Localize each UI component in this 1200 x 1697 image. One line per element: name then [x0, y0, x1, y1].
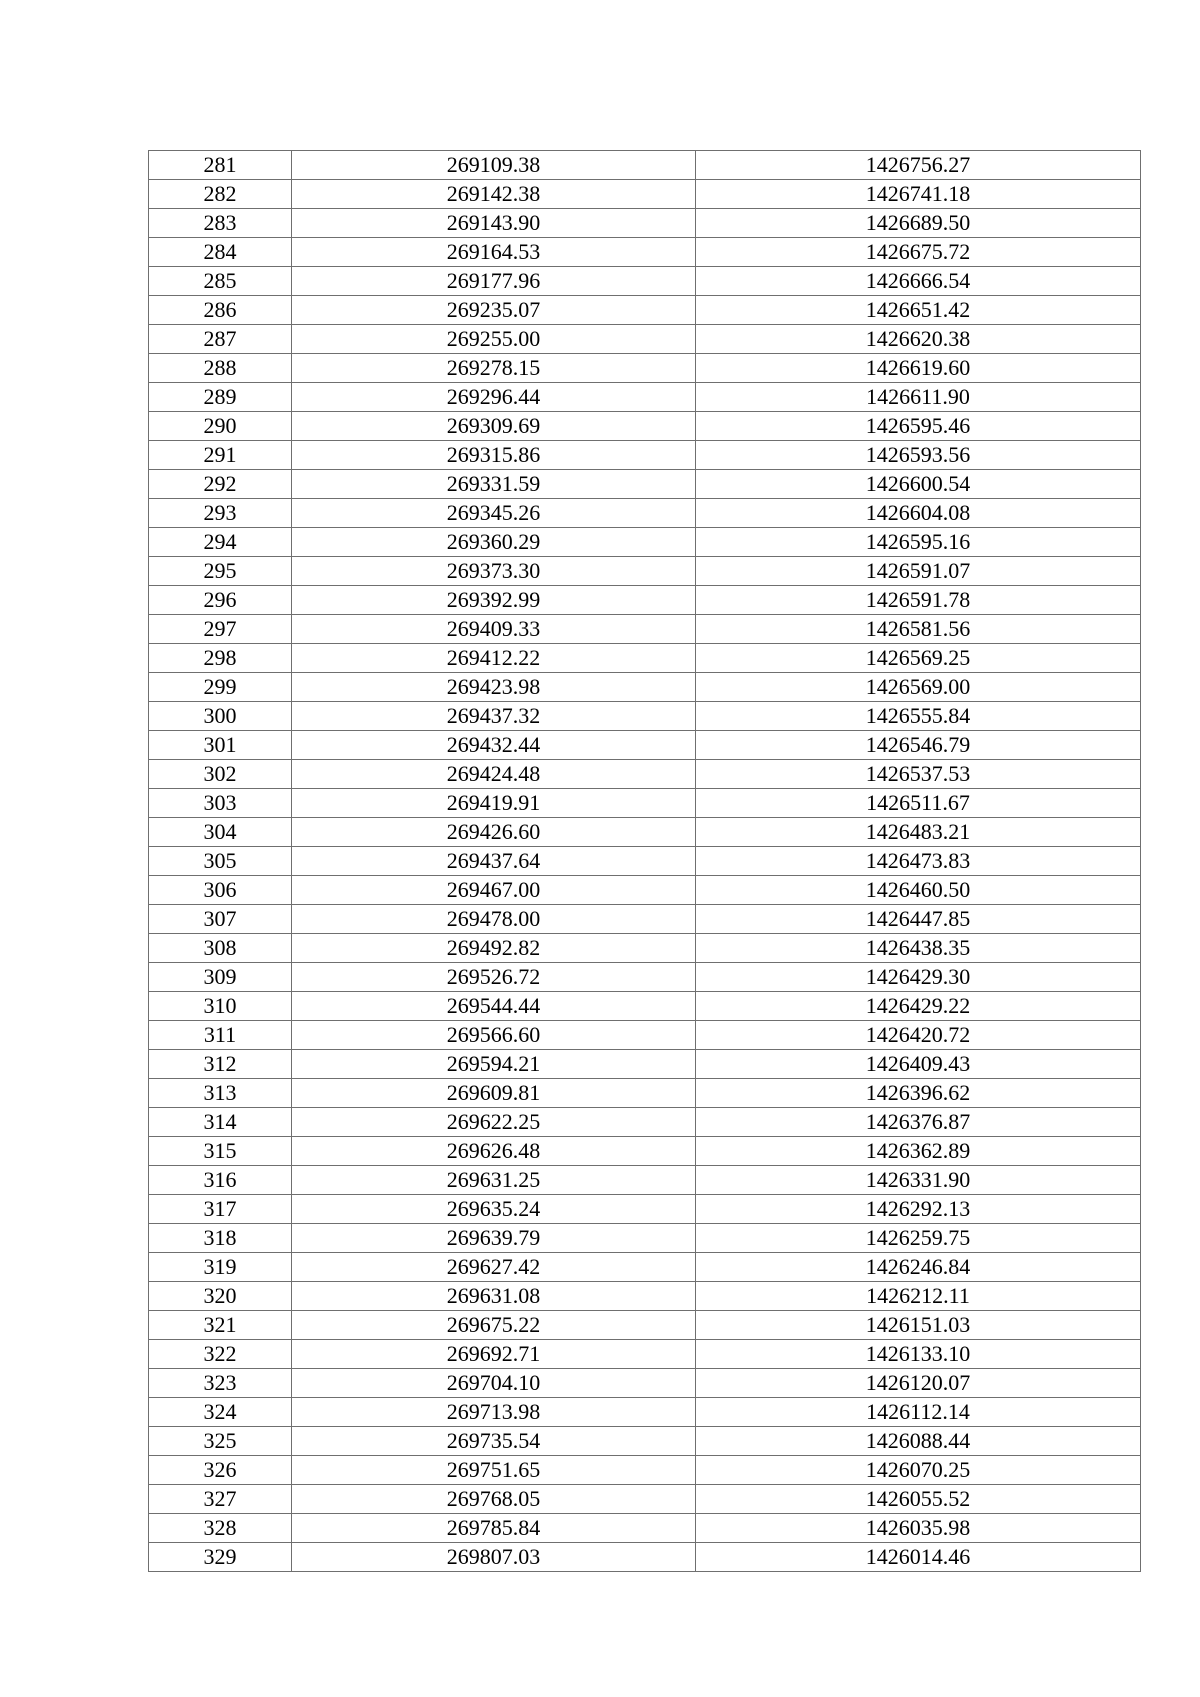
point-number-cell: 327	[149, 1485, 292, 1514]
table-row	[149, 731, 1141, 760]
point-number-cell: 293	[149, 499, 292, 528]
table-row	[149, 470, 1141, 499]
y-coordinate-cell: 1426070.25	[696, 1456, 1141, 1485]
x-coordinate-cell: 269631.25	[292, 1166, 696, 1195]
y-coordinate-cell: 1426362.89	[696, 1137, 1141, 1166]
point-number-cell: 297	[149, 615, 292, 644]
y-coordinate-cell: 1426112.14	[696, 1398, 1141, 1427]
x-coordinate-cell: 269142.38	[292, 180, 696, 209]
point-number-cell: 314	[149, 1108, 292, 1137]
point-number-cell: 302	[149, 760, 292, 789]
y-coordinate-cell: 1426675.72	[696, 238, 1141, 267]
point-number-cell: 286	[149, 296, 292, 325]
point-number-cell: 328	[149, 1514, 292, 1543]
point-number-cell: 320	[149, 1282, 292, 1311]
y-coordinate-cell: 1426620.38	[696, 325, 1141, 354]
table-row	[149, 1021, 1141, 1050]
y-coordinate-cell: 1426409.43	[696, 1050, 1141, 1079]
point-number-cell: 307	[149, 905, 292, 934]
coordinates-table	[148, 150, 1141, 1572]
x-coordinate-cell: 269331.59	[292, 470, 696, 499]
table-row	[149, 789, 1141, 818]
table-row	[149, 383, 1141, 412]
point-number-cell: 316	[149, 1166, 292, 1195]
table-row	[149, 1340, 1141, 1369]
x-coordinate-cell: 269412.22	[292, 644, 696, 673]
x-coordinate-cell: 269768.05	[292, 1485, 696, 1514]
y-coordinate-cell: 1426569.25	[696, 644, 1141, 673]
coordinates-table-body	[149, 151, 1141, 1572]
x-coordinate-cell: 269526.72	[292, 963, 696, 992]
x-coordinate-cell: 269437.32	[292, 702, 696, 731]
point-number-cell: 288	[149, 354, 292, 383]
y-coordinate-cell: 1426438.35	[696, 934, 1141, 963]
x-coordinate-cell: 269626.48	[292, 1137, 696, 1166]
x-coordinate-cell: 269627.42	[292, 1253, 696, 1282]
point-number-cell: 321	[149, 1311, 292, 1340]
point-number-cell: 292	[149, 470, 292, 499]
y-coordinate-cell: 1426569.00	[696, 673, 1141, 702]
x-coordinate-cell: 269164.53	[292, 238, 696, 267]
table-row	[149, 1398, 1141, 1427]
table-row	[149, 1195, 1141, 1224]
x-coordinate-cell: 269635.24	[292, 1195, 696, 1224]
point-number-cell: 317	[149, 1195, 292, 1224]
y-coordinate-cell: 1426246.84	[696, 1253, 1141, 1282]
point-number-cell: 324	[149, 1398, 292, 1427]
table-row	[149, 644, 1141, 673]
x-coordinate-cell: 269278.15	[292, 354, 696, 383]
point-number-cell: 287	[149, 325, 292, 354]
point-number-cell: 283	[149, 209, 292, 238]
x-coordinate-cell: 269478.00	[292, 905, 696, 934]
x-coordinate-cell: 269631.08	[292, 1282, 696, 1311]
y-coordinate-cell: 1426088.44	[696, 1427, 1141, 1456]
x-coordinate-cell: 269392.99	[292, 586, 696, 615]
y-coordinate-cell: 1426120.07	[696, 1369, 1141, 1398]
y-coordinate-cell: 1426460.50	[696, 876, 1141, 905]
x-coordinate-cell: 269315.86	[292, 441, 696, 470]
table-row	[149, 209, 1141, 238]
table-row	[149, 1485, 1141, 1514]
table-row	[149, 412, 1141, 441]
point-number-cell: 281	[149, 151, 292, 180]
x-coordinate-cell: 269360.29	[292, 528, 696, 557]
table-row	[149, 1108, 1141, 1137]
table-row	[149, 1311, 1141, 1340]
y-coordinate-cell: 1426511.67	[696, 789, 1141, 818]
y-coordinate-cell: 1426014.46	[696, 1543, 1141, 1572]
x-coordinate-cell: 269751.65	[292, 1456, 696, 1485]
y-coordinate-cell: 1426595.46	[696, 412, 1141, 441]
point-number-cell: 311	[149, 1021, 292, 1050]
table-row	[149, 557, 1141, 586]
table-row	[149, 528, 1141, 557]
x-coordinate-cell: 269419.91	[292, 789, 696, 818]
point-number-cell: 291	[149, 441, 292, 470]
table-row	[149, 1456, 1141, 1485]
x-coordinate-cell: 269309.69	[292, 412, 696, 441]
table-row	[149, 876, 1141, 905]
table-row	[149, 1224, 1141, 1253]
table-row	[149, 238, 1141, 267]
point-number-cell: 309	[149, 963, 292, 992]
point-number-cell: 306	[149, 876, 292, 905]
y-coordinate-cell: 1426259.75	[696, 1224, 1141, 1253]
y-coordinate-cell: 1426689.50	[696, 209, 1141, 238]
x-coordinate-cell: 269345.26	[292, 499, 696, 528]
y-coordinate-cell: 1426546.79	[696, 731, 1141, 760]
point-number-cell: 294	[149, 528, 292, 557]
table-row	[149, 1166, 1141, 1195]
x-coordinate-cell: 269622.25	[292, 1108, 696, 1137]
x-coordinate-cell: 269296.44	[292, 383, 696, 412]
point-number-cell: 303	[149, 789, 292, 818]
x-coordinate-cell: 269426.60	[292, 818, 696, 847]
point-number-cell: 301	[149, 731, 292, 760]
y-coordinate-cell: 1426593.56	[696, 441, 1141, 470]
table-row	[149, 354, 1141, 383]
point-number-cell: 305	[149, 847, 292, 876]
x-coordinate-cell: 269704.10	[292, 1369, 696, 1398]
y-coordinate-cell: 1426600.54	[696, 470, 1141, 499]
y-coordinate-cell: 1426212.11	[696, 1282, 1141, 1311]
x-coordinate-cell: 269255.00	[292, 325, 696, 354]
y-coordinate-cell: 1426473.83	[696, 847, 1141, 876]
point-number-cell: 298	[149, 644, 292, 673]
x-coordinate-cell: 269639.79	[292, 1224, 696, 1253]
x-coordinate-cell: 269807.03	[292, 1543, 696, 1572]
point-number-cell: 295	[149, 557, 292, 586]
table-row	[149, 1282, 1141, 1311]
table-row	[149, 1543, 1141, 1572]
point-number-cell: 304	[149, 818, 292, 847]
y-coordinate-cell: 1426035.98	[696, 1514, 1141, 1543]
y-coordinate-cell: 1426429.30	[696, 963, 1141, 992]
point-number-cell: 329	[149, 1543, 292, 1572]
point-number-cell: 299	[149, 673, 292, 702]
table-row	[149, 673, 1141, 702]
point-number-cell: 308	[149, 934, 292, 963]
table-row	[149, 1079, 1141, 1108]
y-coordinate-cell: 1426447.85	[696, 905, 1141, 934]
table-row	[149, 325, 1141, 354]
point-number-cell: 315	[149, 1137, 292, 1166]
x-coordinate-cell: 269785.84	[292, 1514, 696, 1543]
x-coordinate-cell: 269409.33	[292, 615, 696, 644]
y-coordinate-cell: 1426396.62	[696, 1079, 1141, 1108]
table-row	[149, 934, 1141, 963]
y-coordinate-cell: 1426595.16	[696, 528, 1141, 557]
point-number-cell: 319	[149, 1253, 292, 1282]
table-row	[149, 1253, 1141, 1282]
y-coordinate-cell: 1426591.07	[696, 557, 1141, 586]
y-coordinate-cell: 1426420.72	[696, 1021, 1141, 1050]
table-row	[149, 615, 1141, 644]
y-coordinate-cell: 1426376.87	[696, 1108, 1141, 1137]
table-row	[149, 1369, 1141, 1398]
x-coordinate-cell: 269109.38	[292, 151, 696, 180]
y-coordinate-cell: 1426666.54	[696, 267, 1141, 296]
x-coordinate-cell: 269544.44	[292, 992, 696, 1021]
y-coordinate-cell: 1426591.78	[696, 586, 1141, 615]
x-coordinate-cell: 269235.07	[292, 296, 696, 325]
point-number-cell: 285	[149, 267, 292, 296]
point-number-cell: 289	[149, 383, 292, 412]
y-coordinate-cell: 1426756.27	[696, 151, 1141, 180]
x-coordinate-cell: 269713.98	[292, 1398, 696, 1427]
x-coordinate-cell: 269594.21	[292, 1050, 696, 1079]
x-coordinate-cell: 269177.96	[292, 267, 696, 296]
y-coordinate-cell: 1426651.42	[696, 296, 1141, 325]
x-coordinate-cell: 269735.54	[292, 1427, 696, 1456]
x-coordinate-cell: 269373.30	[292, 557, 696, 586]
table-row	[149, 847, 1141, 876]
table-row	[149, 992, 1141, 1021]
y-coordinate-cell: 1426055.52	[696, 1485, 1141, 1514]
point-number-cell: 284	[149, 238, 292, 267]
y-coordinate-cell: 1426133.10	[696, 1340, 1141, 1369]
point-number-cell: 310	[149, 992, 292, 1021]
table-row	[149, 818, 1141, 847]
x-coordinate-cell: 269566.60	[292, 1021, 696, 1050]
point-number-cell: 318	[149, 1224, 292, 1253]
x-coordinate-cell: 269432.44	[292, 731, 696, 760]
table-row	[149, 267, 1141, 296]
table-row	[149, 702, 1141, 731]
point-number-cell: 325	[149, 1427, 292, 1456]
point-number-cell: 323	[149, 1369, 292, 1398]
y-coordinate-cell: 1426483.21	[696, 818, 1141, 847]
y-coordinate-cell: 1426331.90	[696, 1166, 1141, 1195]
table-row	[149, 963, 1141, 992]
table-row	[149, 1514, 1141, 1543]
table-row	[149, 760, 1141, 789]
y-coordinate-cell: 1426292.13	[696, 1195, 1141, 1224]
point-number-cell: 326	[149, 1456, 292, 1485]
y-coordinate-cell: 1426151.03	[696, 1311, 1141, 1340]
point-number-cell: 313	[149, 1079, 292, 1108]
table-row	[149, 586, 1141, 615]
x-coordinate-cell: 269675.22	[292, 1311, 696, 1340]
point-number-cell: 322	[149, 1340, 292, 1369]
y-coordinate-cell: 1426537.53	[696, 760, 1141, 789]
point-number-cell: 296	[149, 586, 292, 615]
x-coordinate-cell: 269143.90	[292, 209, 696, 238]
y-coordinate-cell: 1426741.18	[696, 180, 1141, 209]
y-coordinate-cell: 1426604.08	[696, 499, 1141, 528]
y-coordinate-cell: 1426611.90	[696, 383, 1141, 412]
x-coordinate-cell: 269437.64	[292, 847, 696, 876]
x-coordinate-cell: 269423.98	[292, 673, 696, 702]
point-number-cell: 282	[149, 180, 292, 209]
y-coordinate-cell: 1426555.84	[696, 702, 1141, 731]
table-row	[149, 296, 1141, 325]
y-coordinate-cell: 1426581.56	[696, 615, 1141, 644]
table-row	[149, 905, 1141, 934]
point-number-cell: 290	[149, 412, 292, 441]
y-coordinate-cell: 1426619.60	[696, 354, 1141, 383]
x-coordinate-cell: 269424.48	[292, 760, 696, 789]
x-coordinate-cell: 269492.82	[292, 934, 696, 963]
table-row	[149, 1427, 1141, 1456]
table-row	[149, 180, 1141, 209]
table-row	[149, 441, 1141, 470]
point-number-cell: 312	[149, 1050, 292, 1079]
table-row	[149, 151, 1141, 180]
x-coordinate-cell: 269609.81	[292, 1079, 696, 1108]
x-coordinate-cell: 269692.71	[292, 1340, 696, 1369]
table-row	[149, 1050, 1141, 1079]
x-coordinate-cell: 269467.00	[292, 876, 696, 905]
table-row	[149, 499, 1141, 528]
point-number-cell: 300	[149, 702, 292, 731]
table-row	[149, 1137, 1141, 1166]
y-coordinate-cell: 1426429.22	[696, 992, 1141, 1021]
